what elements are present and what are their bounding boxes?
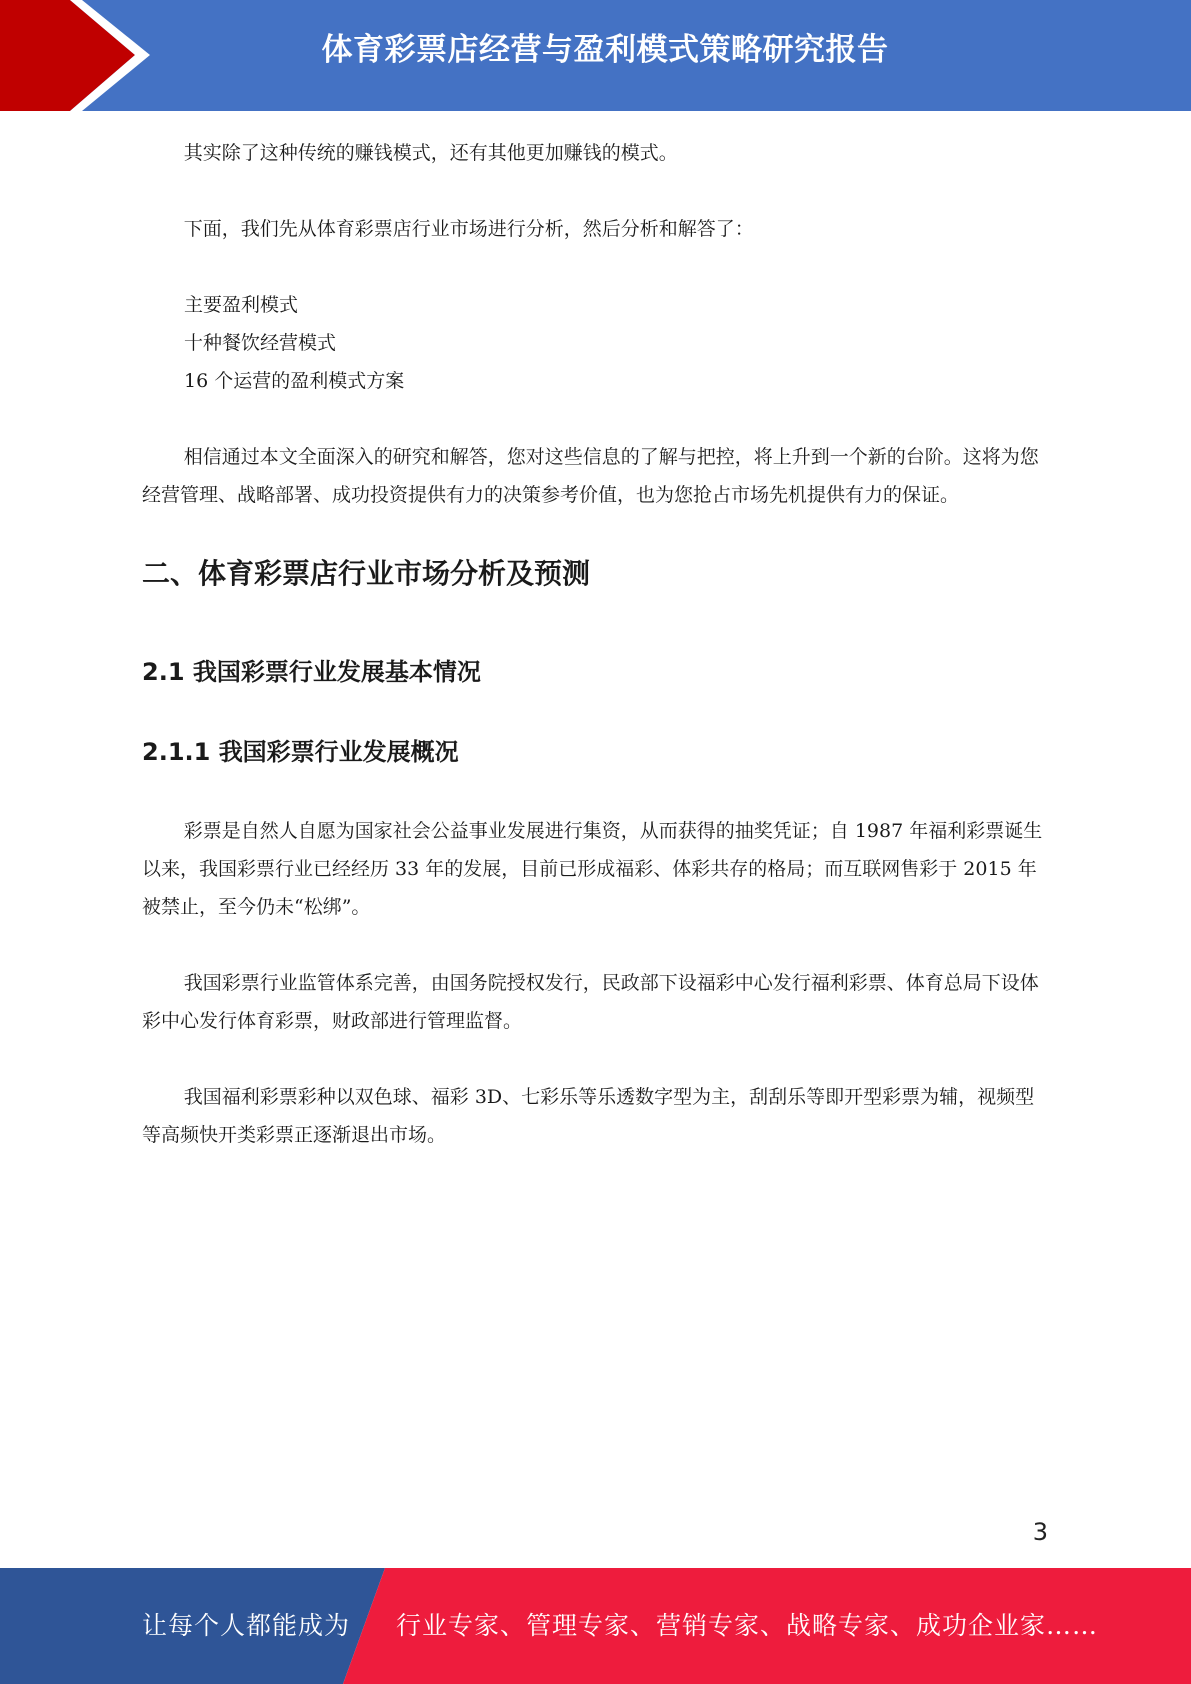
header-banner (0, 0, 1191, 111)
footer-banner (0, 1568, 1191, 1684)
intro-paragraph-1: 其实除了这种传统的赚钱模式，还有其他更加赚钱的模式。 (183, 142, 678, 164)
page-number: 3 (1032, 1518, 1048, 1546)
footer-slogan-right: 行业专家、管理专家、营销专家、战略专家、成功企业家…… (396, 1611, 1099, 1640)
body-paragraph-1: 彩票是自然人自愿为国家社会公益事业发展进行集资，从而获得的抽奖凭证；自 1987 年福利彩票诞生以来，我国彩票行业已经经历 33 年的发展，目前已形成福彩、体彩共存的格局；而互联网售彩于 2015 年被禁止，至今仍未“松绑”。 (142, 820, 1043, 918)
intro-paragraph-3: 相信通过本文全面深入的研究和解答，您对这些信息的了解与把控，将上升到一个新的台阶。这将为您经营管理、战略部署、成功投资提供有力的决策参考价值，也为您抢占市场先机提供有力的保证。 (142, 446, 1039, 506)
intro-paragraph-2: 下面，我们先从体育彩票店行业市场进行分析，然后分析和解答了： (183, 218, 754, 240)
header-red-chevron-decoration (0, 0, 160, 111)
list-item: 十种餐饮经营模式 (184, 332, 337, 354)
subsection-heading-2-1-1: 2.1.1 我国彩票行业发展概况 (142, 738, 459, 766)
footer-slogan-left: 让每个人都能成为 (142, 1611, 351, 1640)
body-paragraph-3: 我国福利彩票彩种以双色球、福彩 3D、七彩乐等乐透数字型为主，刮刮乐等即开型彩票为辅，视频型等高频快开类彩票正逐渐退出市场。 (142, 1086, 1035, 1146)
section-heading: 二、体育彩票店行业市场分析及预测 (142, 557, 591, 590)
subsection-heading-2-1: 2.1 我国彩票行业发展基本情况 (142, 658, 481, 686)
document-body (142, 134, 1047, 1154)
topic-list (142, 286, 1047, 400)
list-item: 主要盈利模式 (184, 294, 299, 316)
list-item: 16 个运营的盈利模式方案 (184, 370, 405, 392)
body-paragraph-2: 我国彩票行业监管体系完善，由国务院授权发行，民政部下设福彩中心发行福利彩票、体育总局下设体彩中心发行体育彩票，财政部进行管理监督。 (142, 972, 1039, 1032)
report-title: 体育彩票店经营与盈利模式策略研究报告 (321, 32, 889, 68)
